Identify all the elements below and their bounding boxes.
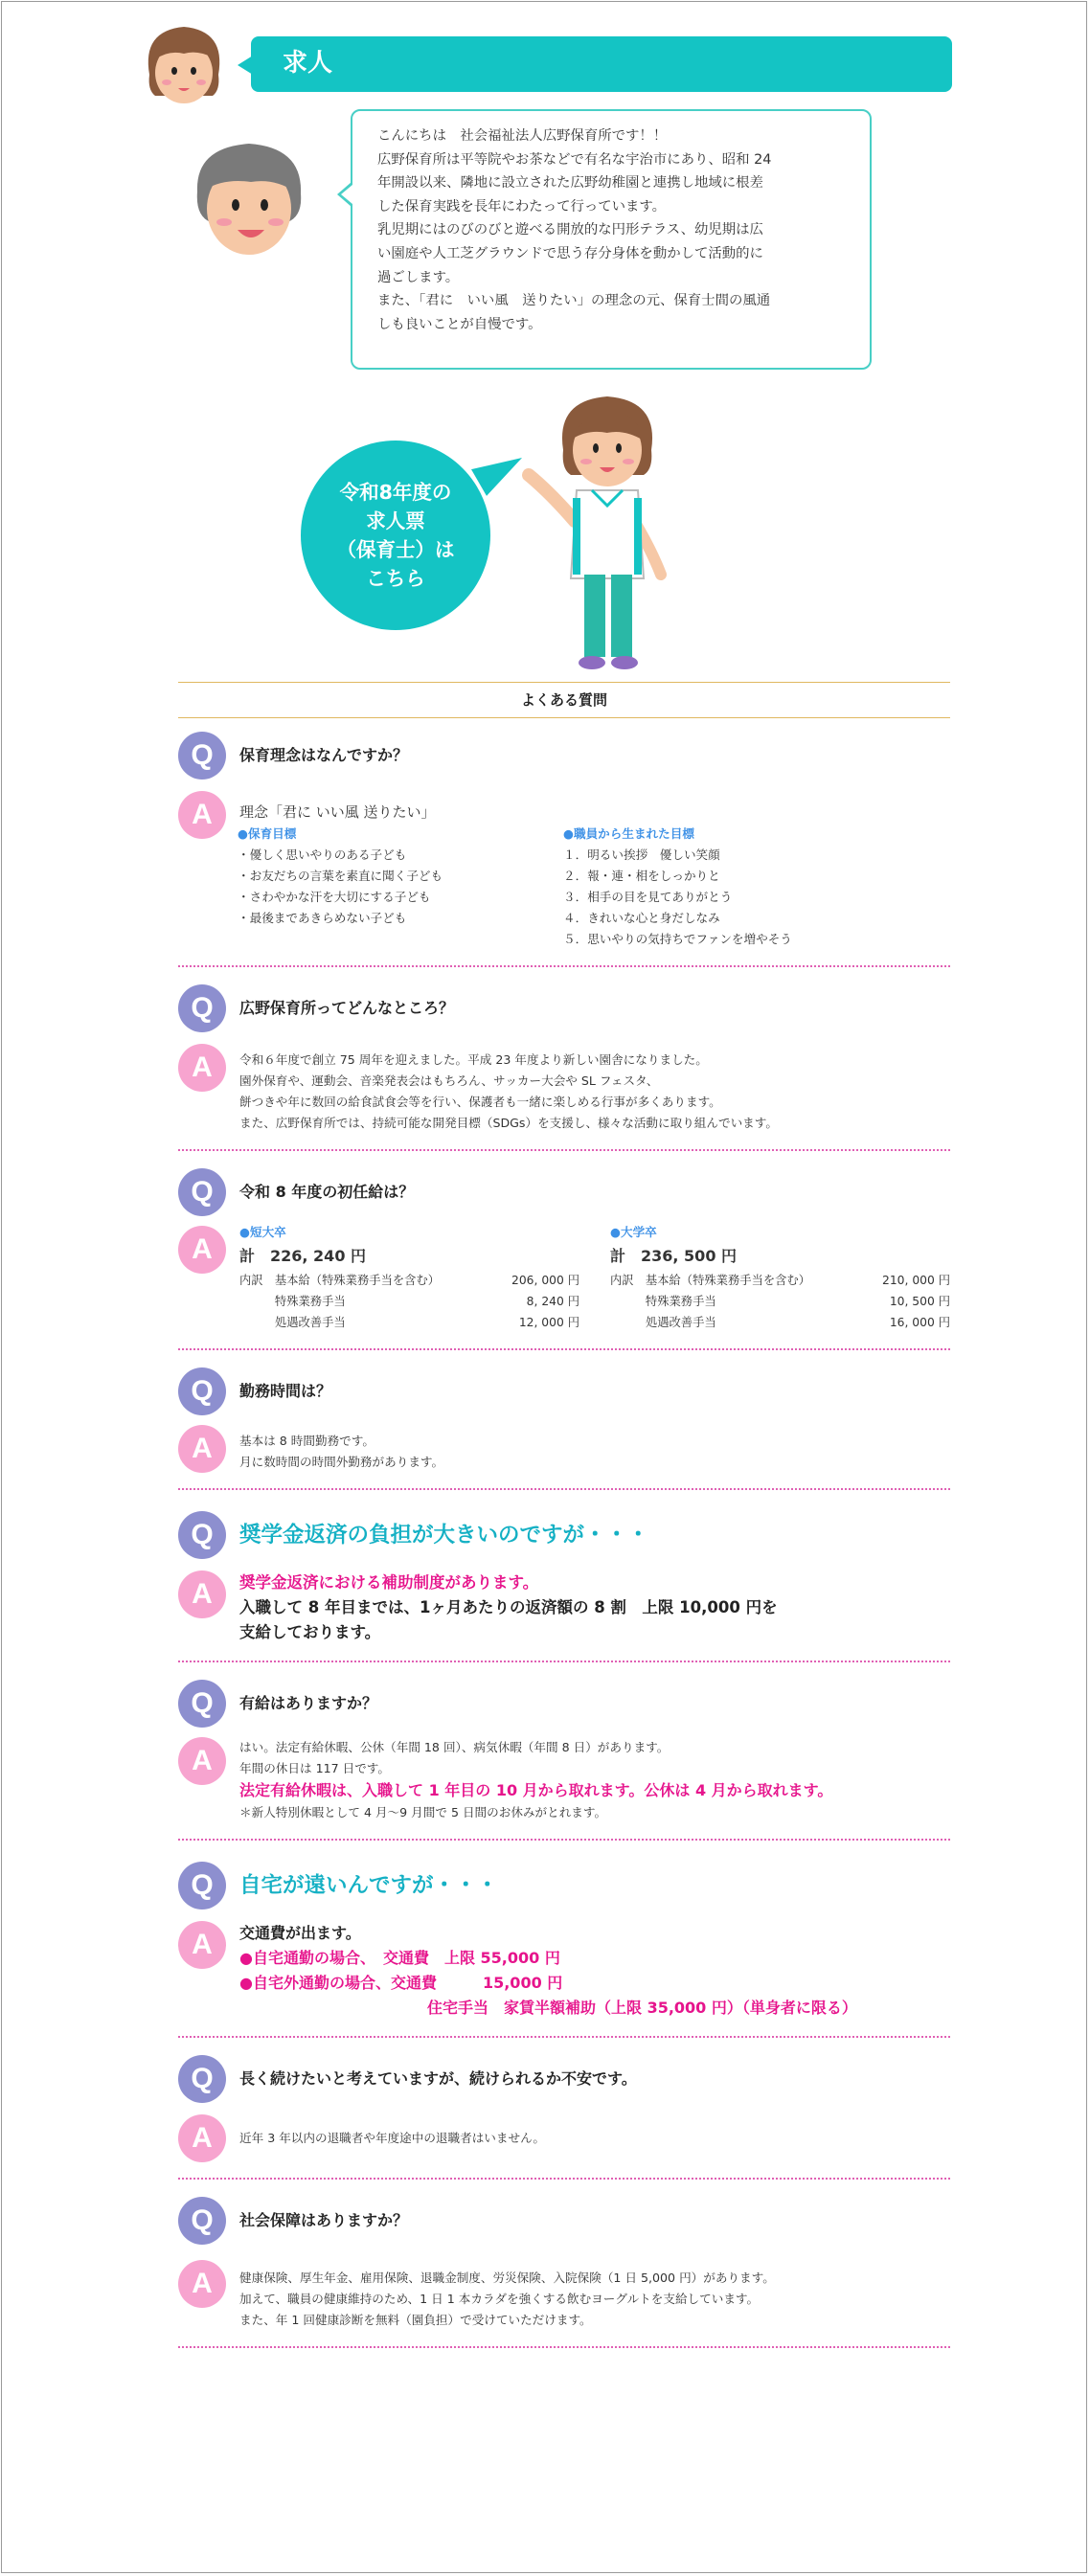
goal-item: ・さわやかな汗を大切にする子ども [238,890,431,904]
faq-item [178,2038,950,2180]
header-bar [251,36,952,92]
answer-line: 近年 3 年以内の退職者や年度途中の退職者はいません。 [239,2131,546,2145]
a-badge-icon: A [178,1921,226,1969]
director-face-icon [182,134,316,268]
a-badge-icon: A [178,1226,226,1274]
answer-line: 年間の休日は 117 日です。 [239,1761,390,1775]
answer-line: 月に数時間の時間外勤務があります。 [239,1455,444,1469]
intro-text [377,124,849,336]
staff-goal-item: ２．報・連・相をしっかりと [563,869,720,883]
q-badge-icon: Q [178,732,226,780]
salary-row [239,1312,579,1333]
question-row [178,1168,950,1216]
girl-face-icon [136,21,232,113]
answer-line: 支給しております。 [239,1623,381,1641]
intro-line: 広野保育所は平等院やお茶などで有名な宇治市にあり、昭和 24 [377,151,772,168]
a-badge-icon: A [178,1570,226,1618]
salary-row [610,1291,950,1312]
faq-item [178,1151,950,1350]
recruit-link-button[interactable] [301,441,490,630]
salary-row [239,1270,579,1291]
answer-line: 令和６年度で創立 75 周年を迎えました。平成 23 年度より新しい園舎になりました。 [239,1052,708,1067]
answer-row [178,791,950,950]
salary-label: 内訳 基本給（特殊業務手当を含む） [239,1274,441,1287]
answer-highlight: 法定有給休暇は、入職して 1 年目の 10 月から取れます。公休は 4 月から取れます。 [239,1781,833,1799]
question-text: 奨学金返済の負担が大きいのですが・・・ [239,1523,649,1548]
goal-heading: ●保育目標 [238,826,297,841]
q-badge-icon: Q [178,2197,226,2245]
salary-value: 210, 000 円 [882,1274,950,1287]
intro-line: また、「君に いい風 送りたい」の理念の元、保育士間の風通 [377,293,771,309]
faq-item [178,1490,950,1662]
answer-row [178,1570,950,1645]
salary-row [610,1270,950,1291]
answer-body [239,801,950,950]
faq-item [178,2180,950,2348]
q-badge-icon: Q [178,1680,226,1728]
intro-line: 年開設以来、隣地に設立された広野幼稚園と連携し地域に根差 [377,175,763,192]
intro-line: しも良いことが自慢です。 [377,316,542,332]
question-row [178,984,950,1032]
q-badge-icon: Q [178,2055,226,2103]
salary-row [239,1291,579,1312]
answer-row [178,1044,950,1134]
question-row [178,732,950,780]
answer-body [239,1921,950,2021]
recruit-line: 令和8年度の [339,481,452,504]
answer-row [178,1737,950,1823]
recruit-line: （保育士）は [336,538,455,561]
salary-value: 16, 000 円 [889,1316,950,1329]
answer-title: 理念「君に いい風 送りたい」 [239,803,436,821]
goal-item: ・最後まであきらめない子ども [238,911,407,925]
question-text: 有給はありますか？ [239,1694,378,1712]
a-badge-icon: A [178,2114,226,2162]
answer-line: 餅つきや年に数回の給食試食会等を行い、保護者も一緒に楽しめる行事が多くあります。 [239,1095,721,1109]
answer-line: はい。法定有給休暇、公休（年間 18 回）、病気休暇（年間 8 日）があります。 [239,1740,670,1754]
salary-value: 8, 240 円 [526,1295,579,1308]
answer-note: ＊新人特別休暇として 4 月〜9 月間で 5 日間のお休みがとれます。 [239,1805,607,1819]
answer-body [239,2128,950,2149]
answer-row [178,1425,950,1473]
intro-line: 乳児期にはのびのびと遊べる開放的な円形テラス、幼児期は広 [377,222,763,238]
answer-line: また、年 1 回健康診断を無料（園負担）で受けていただけます。 [239,2313,592,2327]
staff-goal-heading: ●職員から生まれた目標 [563,826,694,841]
q-badge-icon: Q [178,1168,226,1216]
q-badge-icon: Q [178,1862,226,1909]
intro-line: い園庭や人工芝グラウンドで思う存分身体を動かして活動的に [377,245,763,261]
intro-line: 過ごします。 [377,269,460,285]
question-text: 自宅が遠いんですが・・・ [239,1873,499,1898]
recruit-line: 求人票 [366,509,425,532]
answer-line: 基本は 8 時間勤務です。 [239,1434,375,1448]
salary-label: 内訳 基本給（特殊業務手当を含む） [610,1274,811,1287]
answer-row [178,2114,950,2162]
salary-total: 計 236, 500 円 [610,1247,738,1265]
a-badge-icon: A [178,1044,226,1092]
salary-value: 12, 000 円 [518,1316,579,1329]
faq-item [178,718,950,967]
faq-section [178,682,950,2348]
salary-row [610,1312,950,1333]
a-badge-icon: A [178,1737,226,1785]
q-badge-icon: Q [178,1367,226,1415]
answer-line: また、広野保育所では、持続可能な開発目標（SDGs）を支援し、様々な活動に取り組んでいます。 [239,1116,778,1130]
salary-label: 特殊業務手当 [610,1295,716,1308]
answer-line: 健康保険、厚生年金、雇用保険、退職金制度、労災保険、入院保険（1 日 5,000 円）があります。 [239,2271,775,2285]
staff-goal-list [563,824,950,950]
question-row [178,2055,950,2103]
question-row [178,1680,950,1728]
staff-goal-item: ５．思いやりの気持ちでファンを増やそう [563,932,792,946]
housing-line: 住宅手当 家賃半額補助（上限 35,000 円）（単身者に限る） [427,1999,857,2017]
answer-row [178,1921,950,2021]
goal-item: ・優しく思いやりのある子ども [238,847,407,862]
commute-line: ●自宅外通勤の場合、交通費 15,000 円 [239,1974,563,1992]
salary-heading: ●大学卒 [610,1225,657,1239]
answer-row [178,1226,950,1333]
faq-item [178,967,950,1151]
staff-goal-item: ４．きれいな心と身だしなみ [563,911,720,925]
answer-line: 交通費が出ます。 [239,1924,361,1942]
question-text: 社会保障はありますか？ [239,2211,409,2229]
q-badge-icon: Q [178,1511,226,1559]
answer-body [239,1222,950,1333]
recruit-line: こちら [366,567,425,590]
faq-item [178,1662,950,1841]
question-row [178,1862,950,1909]
goal-list [238,824,563,950]
answer-line: 加えて、職員の健康維持のため、1 日 1 本カラダを強くする飲むヨーグルトを支給しています。 [239,2292,760,2306]
teacher-illustration [517,387,699,674]
answer-highlight: 奨学金返済における補助制度があります。 [239,1573,539,1592]
answer-row [178,2260,950,2331]
question-text: 令和 8 年度の初任給は？ [239,1183,415,1201]
question-row [178,1367,950,1415]
staff-goal-item: ３．相手の目を見てありがとう [563,890,733,904]
salary-label: 処遇改善手当 [239,1316,346,1329]
question-row [178,1511,950,1559]
salary-total: 計 226, 240 円 [239,1247,367,1265]
a-badge-icon: A [178,1425,226,1473]
faq-title: よくある質問 [178,682,950,718]
faq-item [178,1841,950,2038]
answer-line: 園外保育や、運動会、音楽発表会はもちろん、サッカー大会や SL フェスタ、 [239,1073,659,1088]
answer-body [239,2268,950,2331]
answer-body [239,1431,950,1473]
salary-label: 処遇改善手当 [610,1316,716,1329]
intro-bubble [351,109,872,370]
page-title: 求人 [283,49,333,78]
answer-line: 入職して 8 年目までは、1ヶ月あたりの返済額の 8 割 上限 10,000 円を [239,1598,778,1616]
salary-value: 10, 500 円 [889,1295,950,1308]
answer-body [239,1050,950,1134]
salary-university [595,1222,950,1333]
salary-junior-college [239,1222,595,1333]
question-text: 勤務時間は？ [239,1382,332,1400]
faq-item [178,1350,950,1490]
q-badge-icon: Q [178,984,226,1032]
intro-line: こんにちは 社会福祉法人広野保育所です！！ [377,128,668,144]
intro-bubble-tail-inner [341,185,352,204]
goal-item: ・お友だちの言葉を素直に聞く子ども [238,869,443,883]
a-badge-icon: A [178,791,226,839]
salary-label: 特殊業務手当 [239,1295,346,1308]
intro-line: した保育実践を長年にわたって行っています。 [377,198,667,215]
commute-line: ●自宅通勤の場合、 交通費 上限 55,000 円 [239,1949,560,1967]
question-text: 長く続けたいと考えていますが、続けられるか不安です。 [239,2069,637,2088]
question-text: 保育理念はなんですか？ [239,746,409,764]
answer-body [239,1737,950,1823]
answer-body [239,1570,950,1645]
question-row [178,2197,950,2245]
staff-goal-item: １．明るい挨拶 優しい笑顔 [563,847,720,862]
question-text: 広野保育所ってどんなところ？ [239,999,455,1017]
salary-value: 206, 000 円 [511,1274,579,1287]
salary-heading: ●短大卒 [239,1225,286,1239]
a-badge-icon: A [178,2260,226,2308]
